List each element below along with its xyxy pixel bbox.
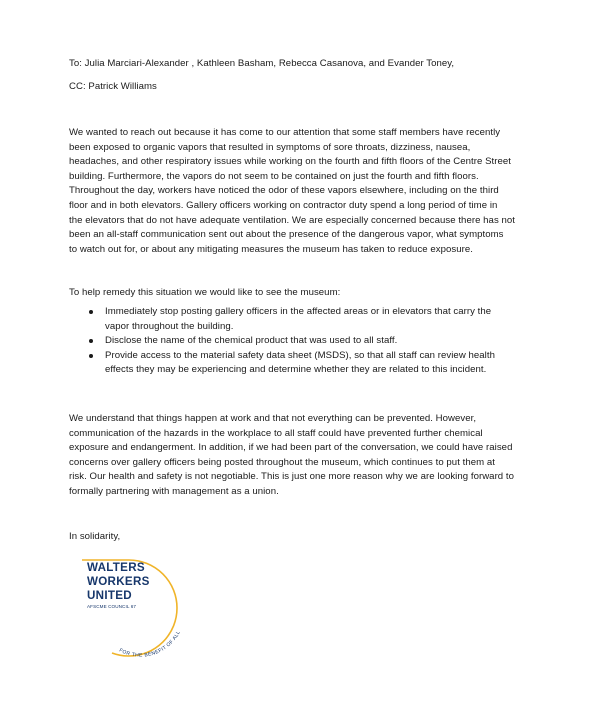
logo-name-line: WALTERS xyxy=(87,561,145,574)
list-item-text: vapor throughout the building. xyxy=(105,320,234,332)
list-item xyxy=(88,349,548,378)
paragraph-line: floor and in both elevators. Gallery officers working on contractor duty spend a long period of time in xyxy=(69,199,498,211)
paragraph-line: risk. Our health and safety is not negotiable. This is just one more reason why we are looking forward to xyxy=(69,471,515,483)
paragraph-line: concerns over gallery officers being posted throughout the museum, which continues to put them at xyxy=(69,456,495,468)
list-item xyxy=(88,334,548,349)
list-item-text: Immediately stop posting gallery officers in the affected areas or in elevators that carry the xyxy=(105,306,492,317)
paragraph-closing-argument xyxy=(69,412,547,500)
paragraph-concern xyxy=(69,126,547,257)
paragraph-line: We wanted to reach out because it has come to our attention that some staff members have recently xyxy=(69,127,501,138)
union-logo xyxy=(74,558,204,662)
list-item-text: Disclose the name of the chemical product that was used to all staff. xyxy=(105,335,398,347)
paragraph-line: been an all-staff communication sent out about the presence of the dangerous vapor, what symptoms xyxy=(69,229,504,241)
bullet-icon xyxy=(89,310,93,314)
paragraph-line: exposure and endangerment. In addition, if we had been part of the conversation, we could have raised xyxy=(69,442,513,454)
paragraph-line: formally partnering with management as a union. xyxy=(69,485,279,497)
cc-line: CC: Patrick Williams xyxy=(69,81,157,92)
list-item-text: Provide access to the material safety data sheet (MSDS), so that all staff can review health xyxy=(105,349,495,361)
list-item xyxy=(88,305,548,334)
paragraph-line: to watch out for, or about any mitigating measures the museum has taken to reduce exposure. xyxy=(69,243,473,255)
closing-salutation: In solidarity, xyxy=(69,531,121,542)
svg-text:FOR THE BENEFIT OF ALL xyxy=(118,630,182,659)
paragraph-line: We understand that things happen at work and that not everything can be prevented. However, xyxy=(69,413,477,424)
bullet-icon xyxy=(89,354,93,358)
logo-name-line: WORKERS xyxy=(87,575,150,588)
paragraph-line: building. Furthermore, the vapors do not seem to be contained on just the fourth and fifth floors. xyxy=(69,170,479,182)
bullet-icon xyxy=(89,339,93,343)
logo-council: AFSCME COUNCIL 67 xyxy=(87,604,137,609)
paragraph-line: headaches, and other respiratory issues while working on the fourth and fifth floors of the Centre Street xyxy=(69,156,512,168)
paragraph-line: the elevators that do not have adequate ventilation. We are especially concerned because there has not xyxy=(69,214,515,226)
paragraph-line: communication of the hazards in the workplace to all staff could have prevented further chemical xyxy=(69,427,483,439)
logo-tagline: FOR THE BENEFIT OF ALL xyxy=(118,629,182,659)
paragraph-line: been exposed to organic vapors that resulted in symptoms of sore throats, dizziness, nausea, xyxy=(69,141,471,153)
list-item-text: effects they may be experiencing and determine whether they are related to this incident. xyxy=(105,364,487,376)
to-line: To: Julia Marciari-Alexander , Kathleen Basham, Rebecca Casanova, and Evander Toney, xyxy=(69,58,455,69)
logo-name-line: UNITED xyxy=(87,589,132,602)
paragraph-line: Throughout the day, workers have noticed the odor of these vapors elsewhere, including on the third xyxy=(69,185,499,197)
remedy-intro: To help remedy this situation we would like to see the museum: xyxy=(69,287,341,298)
remedy-list xyxy=(88,305,548,378)
